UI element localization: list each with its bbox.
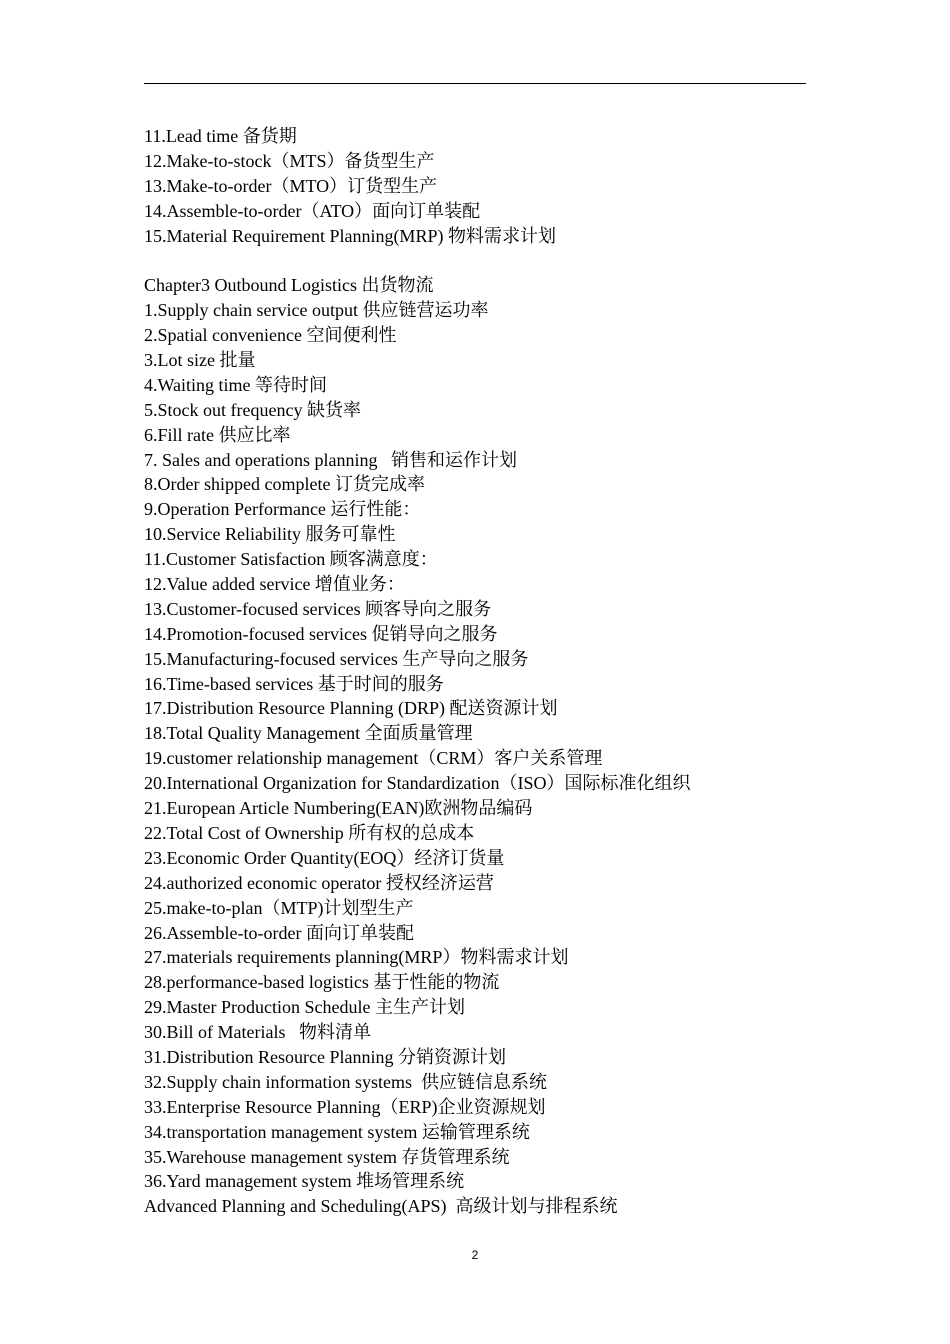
term-line: 18.Total Quality Management 全面质量管理	[144, 723, 473, 744]
term-line: 12.Value added service 增值业务：	[144, 574, 405, 595]
term-line: 14.Promotion-focused services 促销导向之服务	[144, 623, 498, 644]
term-line: 22.Total Cost of Ownership 所有权的总成本	[144, 822, 475, 843]
term-line: 29.Master Production Schedule 主生产计划	[144, 997, 465, 1018]
term-line: 15.Material Requirement Planning(MRP) 物料需求计划	[144, 225, 556, 246]
term-line: 17.Distribution Resource Planning (DRP) 配送资源计划	[144, 698, 558, 719]
term-line: 34.transportation management system 运输管理系统	[144, 1121, 530, 1142]
term-line: 14.Assemble-to-order（ATO）面向订单装配	[144, 200, 481, 221]
term-line: 1.Supply chain service output 供应链营运功率	[144, 300, 489, 321]
term-line: 13.Make-to-order（MTO）订货型生产	[144, 175, 438, 196]
term-line: 33.Enterprise Resource Planning（ERP)企业资源规划	[144, 1096, 546, 1117]
term-line: 3.Lot size 批量	[144, 350, 256, 371]
term-line: 25.make-to-plan（MTP)计划型生产	[144, 897, 414, 918]
term-line: 5.Stock out frequency 缺货率	[144, 399, 361, 420]
term-line: 21.European Article Numbering(EAN)欧洲物品编码	[144, 798, 533, 819]
term-line: 20.International Organization for Standardization（ISO）国际标准化组织	[144, 773, 691, 794]
term-line: 4.Waiting time 等待时间	[144, 374, 328, 395]
term-line: 36.Yard management system 堆场管理系统	[144, 1171, 465, 1192]
term-list-chapter	[144, 298, 844, 1219]
term-line: 16.Time-based services 基于时间的服务	[144, 673, 444, 694]
term-line: 8.Order shipped complete 订货完成率	[144, 474, 425, 495]
term-line: 31.Distribution Resource Planning 分销资源计划	[144, 1046, 506, 1067]
term-line: 24.authorized economic operator 授权经济运营	[144, 872, 494, 893]
term-line: 15.Manufacturing-focused services 生产导向之服务	[144, 648, 529, 669]
term-line: 6.Fill rate 供应比率	[144, 424, 291, 445]
chapter-heading: Chapter3 Outbound Logistics 出货物流	[144, 275, 434, 296]
page-content	[144, 124, 844, 1219]
term-line: 10.Service Reliability 服务可靠性	[144, 524, 396, 545]
term-line: 23.Economic Order Quantity(EOQ）经济订货量	[144, 847, 505, 868]
page-number: 2	[471, 1248, 479, 1262]
term-line: 2.Spatial convenience 空间便利性	[144, 325, 397, 346]
header-rule	[144, 83, 806, 84]
term-line: 26.Assemble-to-order 面向订单装配	[144, 922, 414, 943]
blank-line	[144, 248, 844, 273]
term-line: 13.Customer-focused services 顾客导向之服务	[144, 598, 492, 619]
term-line: 27.materials requirements planning(MRP）物料需求计划	[144, 947, 569, 968]
term-line: 11.Customer Satisfaction 顾客满意度：	[144, 549, 438, 570]
term-line: 35.Warehouse management system 存货管理系统	[144, 1146, 510, 1167]
term-line: 9.Operation Performance 运行性能：	[144, 499, 421, 520]
term-line: 12.Make-to-stock（MTS）备货型生产	[144, 150, 435, 171]
term-list-top	[144, 124, 844, 248]
term-line: 11.Lead time 备货期	[144, 126, 297, 146]
term-line: 30.Bill of Materials 物料清单	[144, 1022, 371, 1043]
term-line: Advanced Planning and Scheduling(APS) 高级计划与排程系统	[144, 1196, 618, 1217]
term-line: 28.performance-based logistics 基于性能的物流	[144, 972, 500, 993]
term-line: 19.customer relationship management（CRM）客户关系管理	[144, 748, 603, 769]
term-line: 7. Sales and operations planning 销售和运作计划	[144, 449, 517, 470]
term-line: 32.Supply chain information systems 供应链信息系统	[144, 1071, 547, 1092]
